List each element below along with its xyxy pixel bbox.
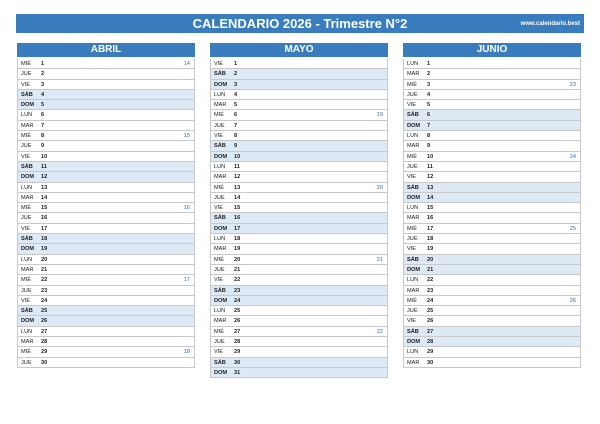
- weekday-label: DOM: [407, 122, 421, 129]
- weekday-label: MAR: [214, 318, 227, 325]
- day-row: [404, 234, 580, 244]
- weekday-label: JUE: [407, 163, 418, 170]
- day-number: 22: [41, 277, 48, 284]
- weekday-label: MAR: [21, 266, 34, 273]
- month-column-june: [403, 43, 581, 368]
- weekday-label: SÁB: [407, 184, 419, 191]
- week-number: 26: [569, 297, 576, 304]
- day-row: [404, 255, 580, 265]
- weekday-label: SÁB: [21, 308, 33, 315]
- day-row: [211, 80, 387, 90]
- day-row: [404, 316, 580, 326]
- weekday-label: MAR: [214, 102, 227, 109]
- day-row: [211, 286, 387, 296]
- day-row: [404, 306, 580, 316]
- day-row: [404, 141, 580, 151]
- weekday-label: VIE: [407, 318, 417, 325]
- week-number: 14: [183, 61, 190, 67]
- day-row: [18, 193, 194, 203]
- day-number: 2: [41, 71, 45, 78]
- day-number: 16: [427, 215, 434, 222]
- day-number: 29: [41, 349, 48, 356]
- day-number: 13: [427, 184, 434, 191]
- weekday-label: SÁB: [214, 359, 226, 366]
- day-row: [18, 162, 194, 172]
- weekday-label: SÁB: [407, 256, 419, 263]
- weekday-label: DOM: [21, 318, 35, 325]
- day-number: 17: [427, 225, 434, 232]
- day-row: [18, 141, 194, 151]
- day-number: 3: [234, 81, 238, 88]
- day-row: [211, 296, 387, 306]
- day-number: 18: [427, 236, 434, 243]
- weekday-label: MIÉ: [21, 205, 31, 212]
- day-number: 29: [427, 349, 434, 356]
- day-number: 23: [41, 287, 48, 294]
- day-number: 16: [234, 215, 241, 222]
- week-number: 18: [183, 349, 190, 356]
- day-number: 3: [427, 81, 431, 88]
- day-row: [211, 347, 387, 357]
- day-row: [18, 100, 194, 110]
- day-number: 24: [427, 297, 434, 304]
- week-number: 19: [376, 112, 383, 119]
- weekday-label: LUN: [21, 112, 33, 119]
- day-row: [404, 347, 580, 357]
- day-list: [17, 59, 195, 368]
- day-number: 24: [234, 297, 241, 304]
- weekday-label: SÁB: [21, 163, 33, 170]
- weekday-label: LUN: [407, 133, 419, 140]
- day-number: 17: [234, 225, 241, 232]
- weekday-label: MIÉ: [214, 112, 224, 119]
- day-number: 13: [234, 184, 241, 191]
- day-row: [404, 110, 580, 120]
- weekday-label: VIE: [214, 133, 224, 140]
- day-row: [211, 368, 387, 378]
- day-number: 9: [41, 143, 45, 150]
- day-row: [404, 286, 580, 296]
- weekday-label: JUE: [21, 287, 32, 294]
- day-row: [404, 193, 580, 203]
- day-row: [18, 244, 194, 254]
- day-number: 4: [427, 91, 431, 98]
- weekday-label: MIÉ: [407, 81, 417, 88]
- day-row: [404, 69, 580, 79]
- day-row: [211, 110, 387, 120]
- week-number: 25: [569, 225, 576, 232]
- day-row: [404, 162, 580, 172]
- weekday-label: LUN: [214, 236, 226, 243]
- day-number: 19: [427, 246, 434, 253]
- day-row: [404, 213, 580, 223]
- weekday-label: VIE: [21, 81, 31, 88]
- day-number: 23: [427, 287, 434, 294]
- day-number: 19: [41, 246, 48, 253]
- weekday-label: LUN: [21, 256, 33, 263]
- day-number: 17: [41, 225, 48, 232]
- day-row: [211, 121, 387, 131]
- weekday-label: MIÉ: [407, 153, 417, 160]
- day-row: [404, 152, 580, 162]
- weekday-label: DOM: [407, 266, 421, 273]
- day-row: [211, 162, 387, 172]
- day-number: 8: [427, 133, 431, 140]
- week-number: 22: [376, 328, 383, 335]
- day-row: [211, 203, 387, 213]
- day-number: 9: [427, 143, 431, 150]
- day-row: [18, 265, 194, 275]
- day-number: 27: [427, 328, 434, 335]
- weekday-label: VIE: [214, 349, 224, 356]
- month-header: ABRIL: [17, 43, 195, 57]
- weekday-label: LUN: [407, 61, 419, 67]
- day-number: 2: [234, 71, 238, 78]
- day-list: [403, 59, 581, 368]
- weekday-label: DOM: [214, 297, 228, 304]
- day-row: [404, 265, 580, 275]
- weekday-label: JUE: [407, 91, 418, 98]
- day-number: 5: [427, 102, 431, 109]
- day-row: [211, 316, 387, 326]
- day-row: [211, 90, 387, 100]
- day-row: [404, 358, 580, 368]
- day-row: [211, 59, 387, 69]
- day-number: 23: [234, 287, 241, 294]
- day-row: [18, 275, 194, 285]
- weekday-label: VIE: [21, 225, 31, 232]
- day-row: [404, 224, 580, 234]
- day-number: 18: [234, 236, 241, 243]
- weekday-label: SÁB: [214, 71, 226, 78]
- day-number: 22: [234, 277, 241, 284]
- day-row: [211, 234, 387, 244]
- week-number: 17: [183, 277, 190, 284]
- day-number: 27: [41, 328, 48, 335]
- weekday-label: LUN: [21, 184, 33, 191]
- day-number: 31: [234, 369, 241, 376]
- day-number: 25: [41, 308, 48, 315]
- weekday-label: DOM: [21, 246, 35, 253]
- weekday-label: JUE: [407, 308, 418, 315]
- weekday-label: SÁB: [214, 287, 226, 294]
- weekday-label: MIÉ: [214, 328, 224, 335]
- weekday-label: DOM: [214, 153, 228, 160]
- day-number: 30: [41, 359, 48, 366]
- weekday-label: JUE: [214, 194, 225, 201]
- day-number: 21: [427, 266, 434, 273]
- day-row: [18, 203, 194, 213]
- weekday-label: LUN: [21, 328, 33, 335]
- weekday-label: JUE: [214, 266, 225, 273]
- day-number: 28: [234, 339, 241, 346]
- weekday-label: DOM: [407, 194, 421, 201]
- weekday-label: VIE: [21, 297, 31, 304]
- weekday-label: DOM: [214, 81, 228, 88]
- weekday-label: VIE: [407, 102, 417, 109]
- weekday-label: SÁB: [21, 91, 33, 98]
- day-number: 6: [41, 112, 45, 119]
- day-number: 28: [427, 339, 434, 346]
- weekday-label: JUE: [21, 215, 32, 222]
- weekday-label: MIÉ: [21, 277, 31, 284]
- weekday-label: MAR: [407, 71, 420, 78]
- weekday-label: LUN: [407, 349, 419, 356]
- day-number: 15: [41, 205, 48, 212]
- month-column-may: [210, 43, 388, 378]
- day-number: 20: [41, 256, 48, 263]
- day-number: 1: [234, 61, 238, 67]
- day-number: 21: [41, 266, 48, 273]
- day-row: [211, 275, 387, 285]
- weekday-label: DOM: [214, 369, 228, 376]
- weekday-label: SÁB: [214, 143, 226, 150]
- day-number: 4: [234, 91, 238, 98]
- day-number: 6: [234, 112, 238, 119]
- weekday-label: MIÉ: [21, 133, 31, 140]
- day-row: [404, 59, 580, 69]
- day-number: 30: [427, 359, 434, 366]
- day-number: 27: [234, 328, 241, 335]
- weekday-label: MAR: [407, 359, 420, 366]
- weekday-label: SÁB: [407, 112, 419, 119]
- day-list: [210, 59, 388, 378]
- day-row: [18, 327, 194, 337]
- day-number: 10: [234, 153, 241, 160]
- day-number: 7: [427, 122, 431, 129]
- day-row: [18, 234, 194, 244]
- month-header: MAYO: [210, 43, 388, 57]
- weekday-label: SÁB: [21, 236, 33, 243]
- day-number: 21: [234, 266, 241, 273]
- weekday-label: DOM: [21, 174, 35, 181]
- weekday-label: MIÉ: [214, 184, 224, 191]
- day-row: [404, 80, 580, 90]
- day-row: [211, 172, 387, 182]
- weekday-label: VIE: [214, 205, 224, 212]
- weekday-label: MAR: [407, 287, 420, 294]
- day-row: [18, 59, 194, 69]
- day-number: 2: [427, 71, 431, 78]
- site-url: www.calendario.best: [520, 21, 580, 27]
- day-number: 5: [41, 102, 45, 109]
- day-row: [211, 131, 387, 141]
- page-title: CALENDARIO 2026 - Trimestre N°2: [192, 16, 408, 31]
- day-number: 11: [234, 163, 240, 170]
- weekday-label: DOM: [407, 339, 421, 346]
- day-number: 28: [41, 339, 48, 346]
- day-number: 29: [234, 349, 241, 356]
- day-number: 15: [234, 205, 241, 212]
- day-row: [211, 213, 387, 223]
- day-number: 10: [427, 153, 434, 160]
- day-row: [211, 265, 387, 275]
- weekday-label: LUN: [407, 205, 419, 212]
- day-number: 7: [41, 122, 45, 129]
- day-row: [18, 121, 194, 131]
- weekday-label: MAR: [214, 246, 227, 253]
- weekday-label: MIÉ: [407, 297, 417, 304]
- day-number: 12: [427, 174, 434, 181]
- day-row: [404, 244, 580, 254]
- day-row: [211, 152, 387, 162]
- weekday-label: JUE: [214, 122, 225, 129]
- weekday-label: MIÉ: [21, 349, 31, 356]
- day-number: 30: [234, 359, 241, 366]
- weekday-label: MIÉ: [407, 225, 417, 232]
- day-row: [404, 100, 580, 110]
- day-row: [18, 337, 194, 347]
- day-number: 1: [41, 61, 45, 67]
- day-number: 15: [427, 205, 434, 212]
- day-row: [404, 172, 580, 182]
- day-row: [404, 275, 580, 285]
- day-row: [404, 131, 580, 141]
- day-number: 12: [234, 174, 241, 181]
- day-row: [404, 90, 580, 100]
- day-number: 26: [234, 318, 241, 325]
- day-row: [211, 337, 387, 347]
- day-row: [18, 110, 194, 120]
- weekday-label: MAR: [21, 339, 34, 346]
- day-row: [18, 213, 194, 223]
- weekday-label: JUE: [214, 339, 225, 346]
- month-header: JUNIO: [403, 43, 581, 57]
- day-number: 14: [41, 194, 48, 201]
- weekday-label: MAR: [407, 143, 420, 150]
- day-row: [211, 224, 387, 234]
- weekday-label: MIÉ: [21, 61, 31, 67]
- weekday-label: VIE: [21, 153, 31, 160]
- day-row: [18, 80, 194, 90]
- day-number: 20: [427, 256, 434, 263]
- day-row: [18, 316, 194, 326]
- weekday-label: LUN: [214, 163, 226, 170]
- day-row: [18, 296, 194, 306]
- weekday-label: MAR: [21, 122, 34, 129]
- day-number: 24: [41, 297, 48, 304]
- weekday-label: JUE: [21, 143, 32, 150]
- day-number: 19: [234, 246, 241, 253]
- day-number: 3: [41, 81, 45, 88]
- weekday-label: MAR: [21, 194, 34, 201]
- day-number: 4: [41, 91, 45, 98]
- day-number: 16: [41, 215, 48, 222]
- day-row: [404, 183, 580, 193]
- week-number: 24: [569, 153, 576, 160]
- day-number: 14: [427, 194, 434, 201]
- title-bar: [16, 14, 584, 33]
- day-row: [211, 327, 387, 337]
- day-row: [404, 121, 580, 131]
- week-number: 23: [569, 81, 576, 88]
- day-row: [211, 69, 387, 79]
- day-number: 11: [41, 163, 47, 170]
- day-number: 25: [427, 308, 434, 315]
- day-row: [404, 203, 580, 213]
- weekday-label: VIE: [407, 246, 417, 253]
- week-number: 20: [376, 184, 383, 191]
- weekday-label: MIÉ: [214, 256, 224, 263]
- day-row: [404, 327, 580, 337]
- weekday-label: JUE: [407, 236, 418, 243]
- day-number: 5: [234, 102, 238, 109]
- weekday-label: VIE: [214, 277, 224, 284]
- day-number: 22: [427, 277, 434, 284]
- day-number: 10: [41, 153, 48, 160]
- day-row: [18, 358, 194, 368]
- day-row: [18, 172, 194, 182]
- weekday-label: LUN: [407, 277, 419, 284]
- weekday-label: SÁB: [407, 328, 419, 335]
- day-number: 20: [234, 256, 241, 263]
- day-number: 26: [427, 318, 434, 325]
- day-number: 14: [234, 194, 241, 201]
- day-row: [18, 286, 194, 296]
- day-number: 12: [41, 174, 48, 181]
- weekday-label: SÁB: [214, 215, 226, 222]
- day-row: [18, 347, 194, 357]
- week-number: 15: [183, 133, 190, 140]
- day-number: 7: [234, 122, 238, 129]
- day-row: [18, 183, 194, 193]
- day-number: 18: [41, 236, 48, 243]
- day-number: 8: [41, 133, 45, 140]
- weekday-label: JUE: [21, 359, 32, 366]
- day-number: 6: [427, 112, 431, 119]
- day-row: [211, 183, 387, 193]
- day-row: [211, 100, 387, 110]
- weekday-label: LUN: [214, 91, 226, 98]
- weekday-label: LUN: [214, 308, 226, 315]
- day-row: [211, 358, 387, 368]
- day-number: 13: [41, 184, 48, 191]
- day-row: [18, 131, 194, 141]
- day-row: [211, 306, 387, 316]
- day-row: [211, 255, 387, 265]
- day-row: [211, 193, 387, 203]
- day-row: [211, 141, 387, 151]
- weekday-label: DOM: [214, 225, 228, 232]
- day-row: [404, 296, 580, 306]
- weekday-label: JUE: [21, 71, 32, 78]
- weekday-label: MAR: [407, 215, 420, 222]
- weekday-label: MAR: [214, 174, 227, 181]
- day-number: 8: [234, 133, 238, 140]
- day-row: [211, 244, 387, 254]
- day-number: 25: [234, 308, 241, 315]
- day-row: [18, 69, 194, 79]
- day-row: [404, 337, 580, 347]
- day-number: 26: [41, 318, 48, 325]
- week-number: 16: [183, 205, 190, 212]
- day-row: [18, 152, 194, 162]
- day-row: [18, 255, 194, 265]
- day-row: [18, 90, 194, 100]
- week-number: 21: [376, 256, 383, 263]
- day-number: 1: [427, 61, 431, 67]
- month-column-april: [17, 43, 195, 368]
- weekday-label: VIE: [407, 174, 417, 181]
- day-row: [18, 224, 194, 234]
- day-row: [18, 306, 194, 316]
- day-number: 11: [427, 163, 433, 170]
- day-number: 9: [234, 143, 238, 150]
- weekday-label: VIE: [214, 61, 224, 67]
- weekday-label: DOM: [21, 102, 35, 109]
